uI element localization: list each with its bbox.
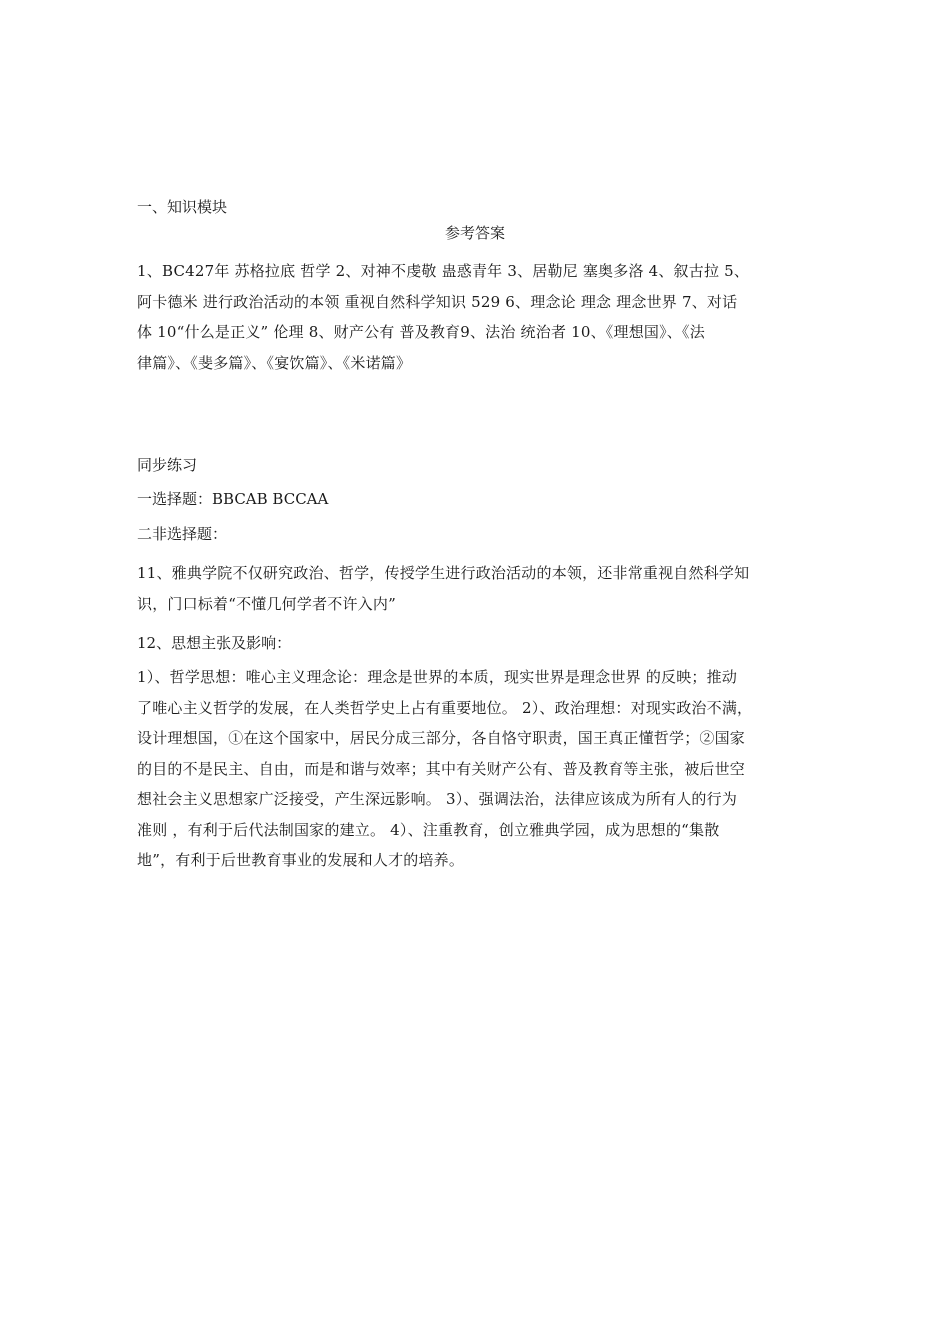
answer-line: 律篇》、《斐多篇》、《宴饮篇》、《米诺篇》 — [137, 353, 412, 372]
q12-line: 准则 ，有利于后代法制国家的建立。 4）、注重教育，创立雅典学园，成为思想的“集散 — [137, 820, 720, 839]
q12-line: 地”，有利于后世教育事业的发展和人才的培养。 — [137, 851, 465, 869]
question-12-answer — [137, 662, 817, 876]
sync-practice-heading: 同步练习 — [137, 456, 198, 474]
answer-line: 阿卡德米 进行政治活动的本领 重视自然科学知识 529 6、理念论 理念 理念世界 7、对话 — [137, 292, 738, 311]
q11-line: 11、雅典学院不仅研究政治、哲学，传授学生进行政治活动的本领，还非常重视自然科学知 — [137, 564, 750, 582]
answer-line: 1、BC427年 苏格拉底 哲学 2、对神不虔敬 蛊惑青年 3、居勒尼 塞奥多洛 4、叙古拉 5、 — [137, 262, 750, 280]
q12-line: 想社会主义思想家广泛接受，产生深远影响。 3）、强调法治，法律应该成为所有人的行为 — [137, 790, 738, 808]
question-12-heading: 12、思想主张及影响： — [137, 634, 292, 652]
q12-line: 的目的不是民主、自由，而是和谐与效率；其中有关财产公有、普及教育等主张，被后世空 — [137, 759, 746, 778]
non-multiple-choice-heading: 二非选择题： — [137, 525, 228, 543]
knowledge-module-heading: 一、知识模块 — [137, 198, 228, 216]
q12-line: 了唯心主义哲学的发展，在人类哲学史上占有重要地位。 2）、政治理想：对现实政治不满， — [137, 698, 753, 717]
q12-line: 设计理想国，①在这个国家中，居民分成三部分，各自恪守职责，国王真正懂哲学；②国家 — [137, 729, 746, 747]
q12-line: 1）、哲学思想：唯心主义理念论：理念是世界的本质，现实世界是理念世界 的反映；推动 — [137, 668, 738, 686]
question-11-answer — [137, 558, 817, 619]
answer-line: 体 10“什么是正义” 伦理 8、财产公有 普及教育9、法治 统治者 10、《理想国》、《法 — [137, 323, 705, 341]
multiple-choice-answers: 一选择题：BBCAB BCCAA — [137, 490, 329, 508]
answer-title: 参考答案 — [444, 224, 505, 242]
q11-line: 识，门口标着“不懂几何学者不许入内” — [137, 594, 396, 613]
answers-paragraph — [137, 256, 817, 378]
